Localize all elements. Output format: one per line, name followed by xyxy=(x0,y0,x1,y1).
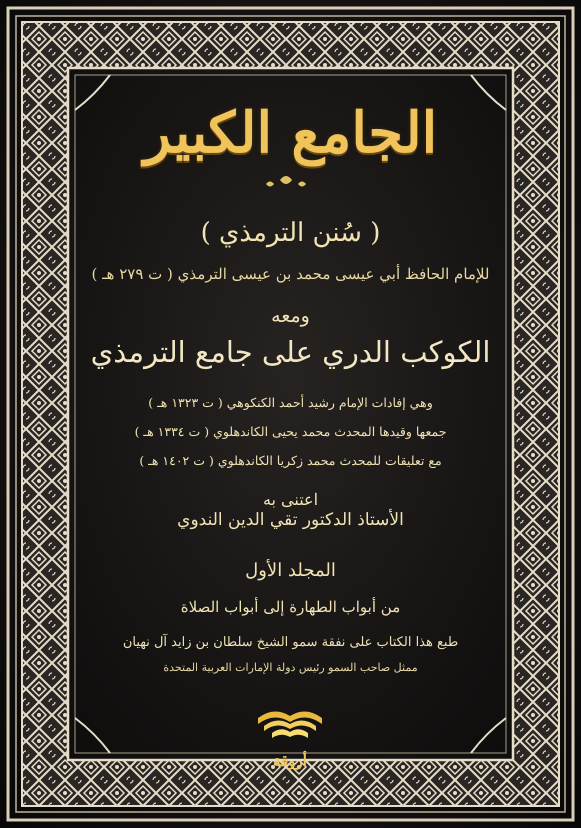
sponsor-line-1: طبع هذا الكتاب على نفقة سمو الشيخ سلطان بن زايد آل نهيان xyxy=(122,635,459,650)
source-line-1: وهي إفادات الإمام رشيد أحمد الكنكوهي ( ت ١٣٢٣ هـ ) xyxy=(148,395,433,410)
cover-text-block xyxy=(90,90,491,750)
sponsor-line-2: ممثل صاحب السمو رئيس دولة الإمارات العربية المتحدة xyxy=(163,661,418,674)
author-line: للإمام الحافظ أبي عيسى محمد بن عيسى الترمذي ( ت ٢٧٩ هـ ) xyxy=(91,265,490,283)
book-subtitle: ( سُنن الترمذي ) xyxy=(200,218,381,248)
volume-label: المجلد الأول xyxy=(245,560,336,581)
care-label: اعتنى به xyxy=(262,490,319,509)
book-title: الجامع الكبير xyxy=(143,100,438,166)
with-label: ومعه xyxy=(271,305,310,327)
source-line-3: مع تعليقات للمحدث محمد زكريا الكاندهلوي ( ت ١٤٠٢ هـ ) xyxy=(139,453,442,468)
editor-name: الأستاذ الدكتور تقي الدين الندوي xyxy=(177,510,404,530)
source-line-2: جمعها وقيدها المحدث محمد يحيى الكاندهلوي ( ت ١٣٣٤ هـ ) xyxy=(134,424,447,439)
publisher-name: أروقة xyxy=(273,752,307,770)
second-book-title: الكوكب الدري على جامع الترمذي xyxy=(90,335,491,369)
volume-range: من أبواب الطهارة إلى أبواب الصلاة xyxy=(180,598,401,616)
